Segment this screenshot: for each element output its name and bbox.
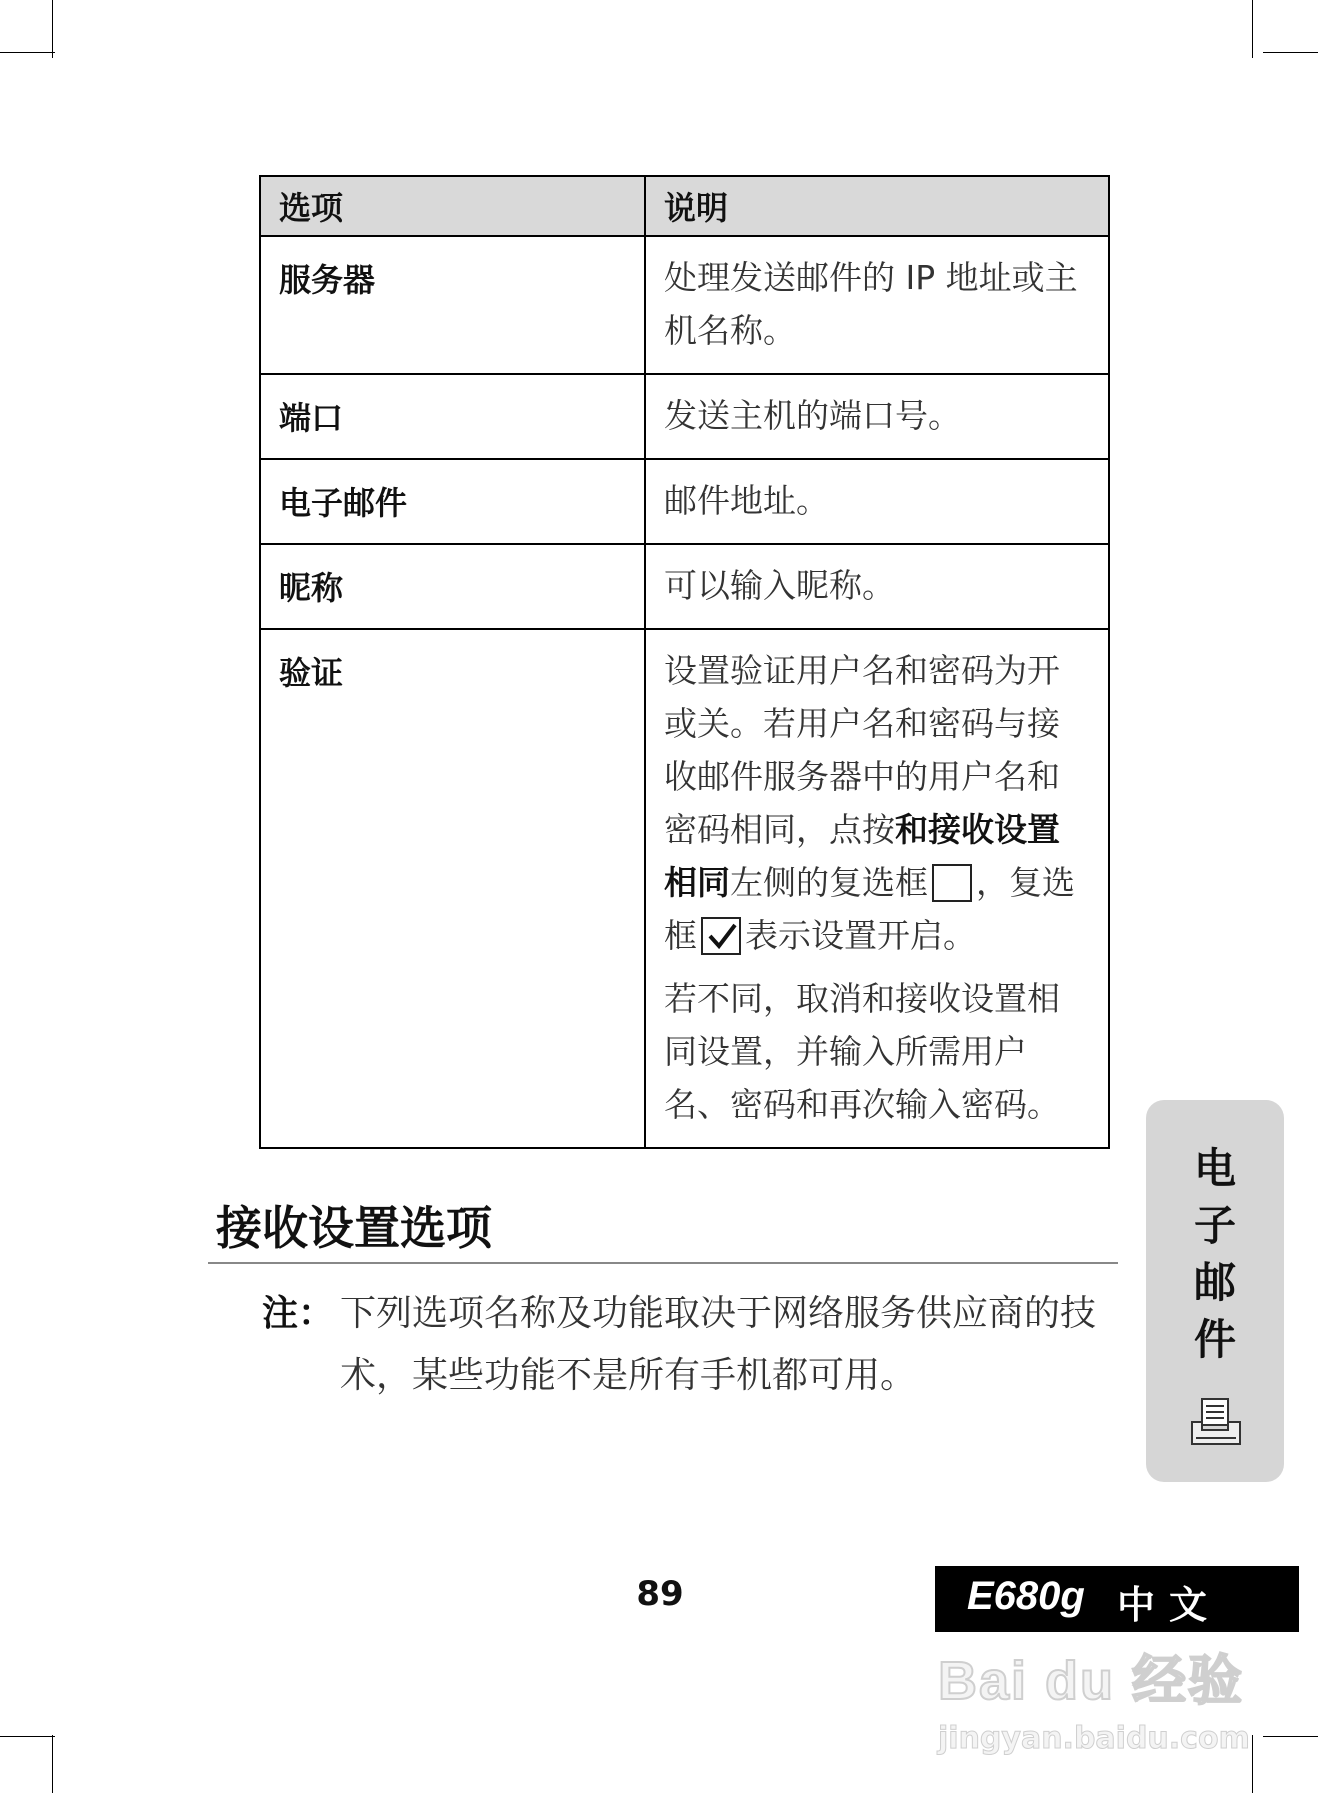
option-description: 邮件地址。 bbox=[645, 459, 1109, 544]
unchecked-checkbox-icon bbox=[932, 864, 972, 902]
chapter-tab bbox=[1146, 1100, 1284, 1482]
setting-name: 和接收设置相同 bbox=[664, 810, 1060, 902]
chapter-title bbox=[1146, 1140, 1284, 1368]
crop-mark bbox=[1252, 1735, 1253, 1793]
description-text: 表示设置开启。 bbox=[745, 916, 976, 955]
watermark-brand: Bai du 经验 bbox=[938, 1651, 1245, 1711]
checked-checkbox-icon bbox=[701, 917, 741, 955]
option-description: 发送主机的端口号。 bbox=[645, 374, 1109, 459]
option-description: 处理发送邮件的 IP 地址或主机名称。 bbox=[645, 236, 1109, 374]
crop-mark bbox=[0, 1736, 55, 1737]
note bbox=[262, 1283, 1122, 1407]
description-text: ，复选框 bbox=[664, 863, 1075, 955]
option-name: 端口 bbox=[260, 374, 645, 459]
chapter-char: 件 bbox=[1193, 1315, 1236, 1364]
table-header-row bbox=[260, 176, 1109, 236]
crop-mark bbox=[52, 1735, 53, 1793]
watermark-url: jingyan.baidu.com bbox=[938, 1721, 1250, 1756]
crop-mark bbox=[52, 0, 53, 58]
crop-mark bbox=[1263, 52, 1318, 53]
description-paragraph: 若不同，取消和接收设置相同设置，并输入所需用户名、密码和再次输入密码。 bbox=[664, 979, 1060, 1124]
description-paragraph bbox=[664, 644, 1090, 962]
note-text: 下列选项名称及功能取决于网络服务供应商的技术，某些功能不是所有手机都可用。 bbox=[340, 1293, 1097, 1396]
table-row bbox=[260, 459, 1109, 544]
option-description: 可以输入昵称。 bbox=[645, 544, 1109, 629]
description-text: 设置验证用户名和密码为开或关。若用户名和密码与接收邮件服务器中的用户名和密码相同，点按 bbox=[664, 651, 1060, 849]
note-label: 注： bbox=[262, 1293, 335, 1334]
model-banner bbox=[935, 1566, 1299, 1632]
chapter-char: 邮 bbox=[1193, 1258, 1236, 1307]
options-table bbox=[259, 175, 1110, 1149]
chapter-char: 子 bbox=[1193, 1201, 1236, 1250]
watermark bbox=[938, 1638, 1250, 1756]
table-row bbox=[260, 236, 1109, 374]
chapter-char: 电 bbox=[1193, 1144, 1236, 1193]
option-name: 验证 bbox=[260, 629, 645, 1148]
option-name: 服务器 bbox=[260, 236, 645, 374]
option-name: 昵称 bbox=[260, 544, 645, 629]
language-label: 中文 bbox=[1117, 1583, 1222, 1627]
section-divider bbox=[208, 1262, 1118, 1264]
page-number: 89 bbox=[636, 1574, 684, 1614]
table-row bbox=[260, 374, 1109, 459]
crop-mark bbox=[0, 52, 55, 53]
option-description bbox=[645, 629, 1109, 1148]
table-row bbox=[260, 544, 1109, 629]
crop-mark bbox=[1252, 0, 1253, 58]
table-row bbox=[260, 629, 1109, 1148]
header-description: 说明 bbox=[645, 176, 1109, 236]
crop-mark bbox=[1263, 1736, 1318, 1737]
header-option: 选项 bbox=[260, 176, 645, 236]
section-title: 接收设置选项 bbox=[216, 1201, 492, 1255]
email-icon bbox=[1188, 1396, 1244, 1452]
model-name: E680g bbox=[967, 1574, 1085, 1618]
option-name: 电子邮件 bbox=[260, 459, 645, 544]
description-text: 左侧的复选框 bbox=[730, 863, 928, 902]
